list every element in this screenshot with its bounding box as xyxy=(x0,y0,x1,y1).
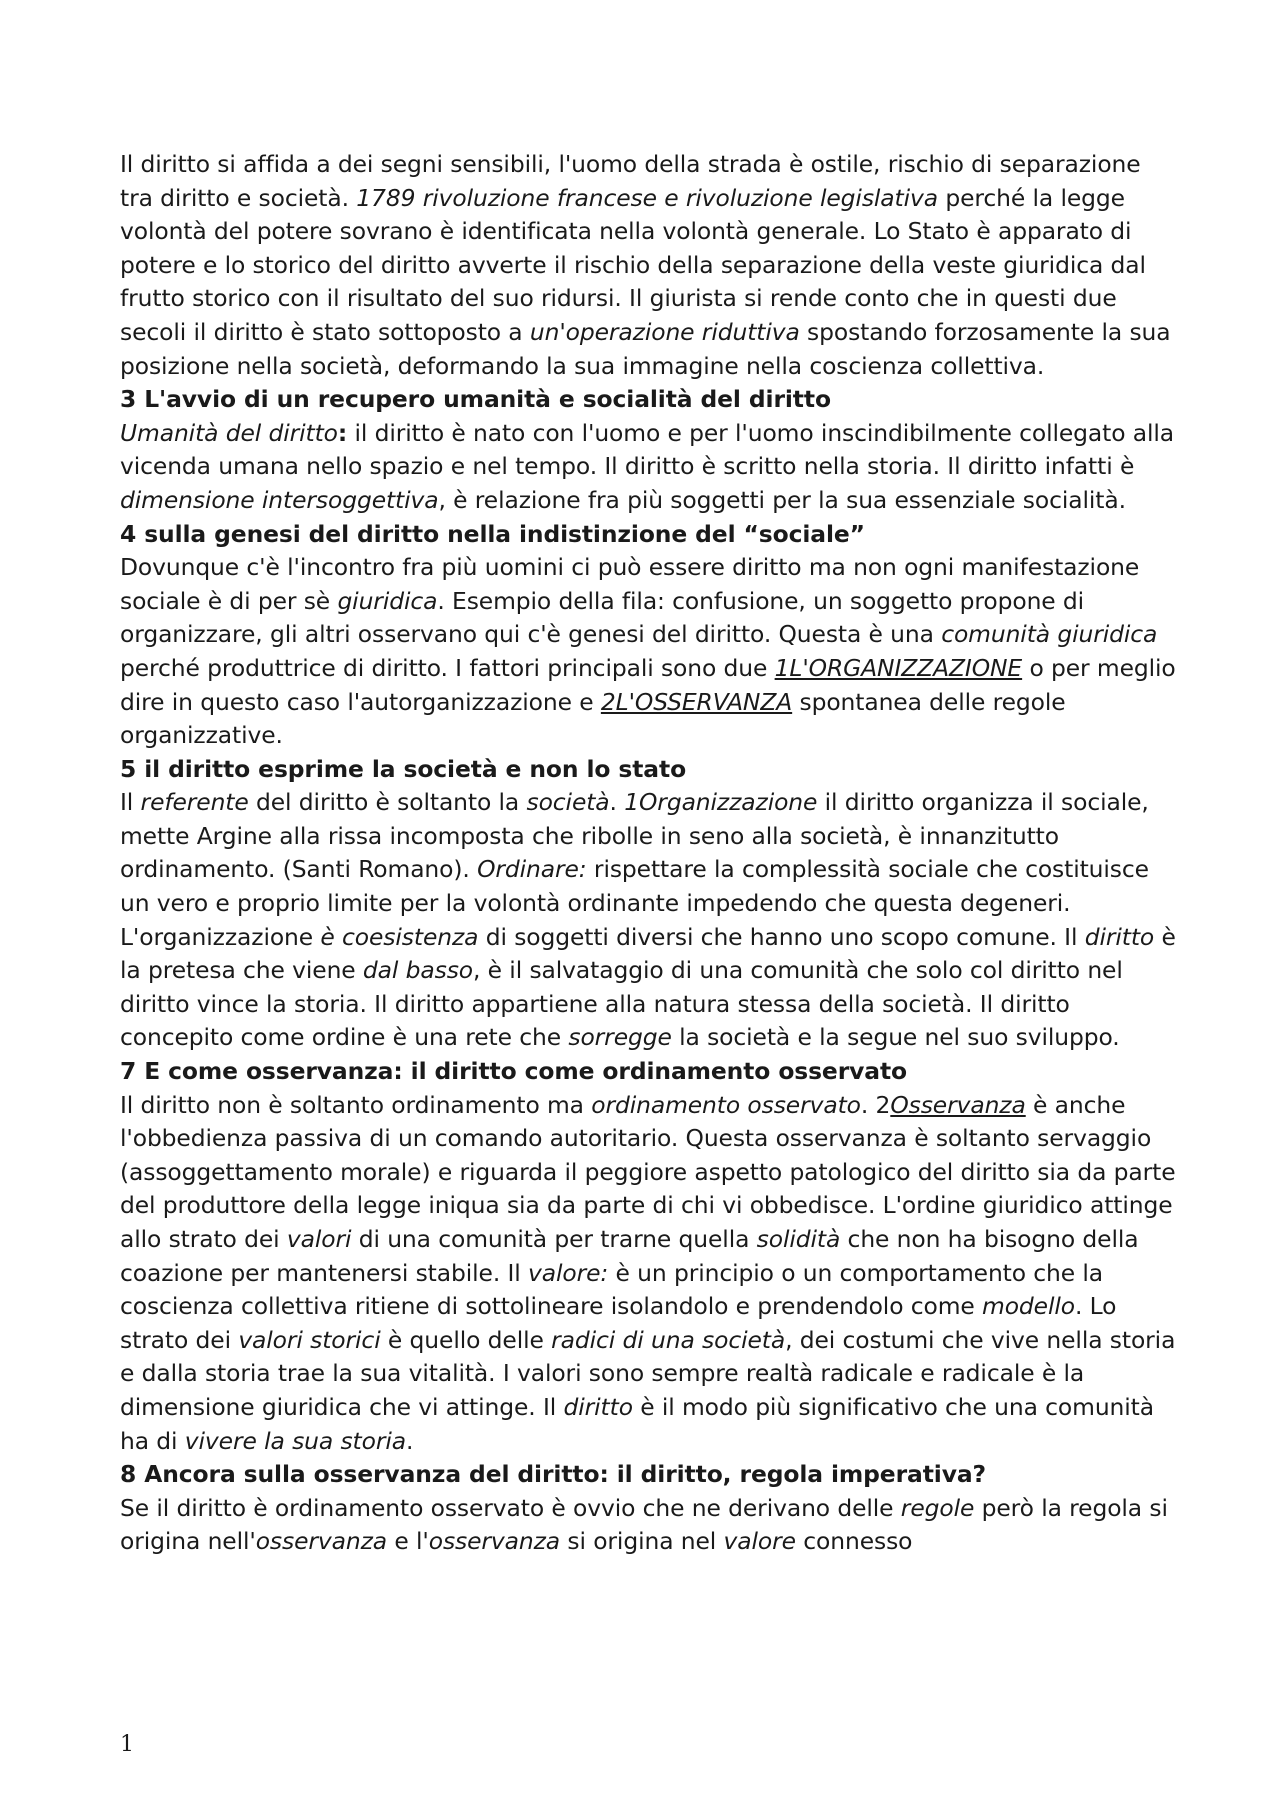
italic-text: osservanza xyxy=(428,1527,561,1556)
italic-text: Ordinare: xyxy=(477,855,587,884)
text-run: però la regola si origina nell' xyxy=(120,1493,1168,1556)
text-run: . Esempio della fila: confusione, un soggetto propone di organizzare, gli altri osservano qui c'è genesi del diritto. Questa è una xyxy=(120,586,1085,649)
italic-text: modello xyxy=(982,1292,1075,1321)
italic-text: ordinamento osservato xyxy=(591,1090,861,1119)
text-run: Il diritto si affida a dei segni sensibili, l'uomo della strada è ostile, rischio di separazione tra diritto e società. xyxy=(120,150,1141,212)
text-run: è il modo più significativo che una comunità ha di xyxy=(120,1392,1154,1455)
italic-text: è coesistenza xyxy=(320,922,479,951)
text-run: di una comunità per trarne quella xyxy=(351,1225,757,1253)
italic-text: 1789 rivoluzione francese e rivoluzione legislativa xyxy=(356,183,938,212)
italic-text: valore xyxy=(723,1527,796,1556)
text-run: , è il salvataggio di una comunità che solo col diritto nel diritto vince la storia. Il diritto appartiene alla natura stessa della società. Il diritto concepito come ordine è una rete che xyxy=(120,956,1123,1052)
italic-text: diritto xyxy=(1084,922,1155,951)
text-run: si origina nel xyxy=(560,1527,724,1556)
text-run: . 2 xyxy=(860,1090,891,1119)
text-run: è quello delle xyxy=(380,1325,552,1354)
bold-text: : xyxy=(337,418,348,447)
italic-text: dimensione intersoggettiva xyxy=(120,485,439,514)
italic-text: radici di una società xyxy=(551,1325,786,1354)
paragraph-section-4 xyxy=(120,551,1180,753)
italic-text: giuridica xyxy=(337,586,438,615)
italic-text: valore: xyxy=(528,1258,609,1287)
italic-text: un'operazione riduttiva xyxy=(529,317,800,346)
text-run: . xyxy=(405,1426,414,1455)
text-run: spostando forzosamente la sua posizione nella società, deformando la sua immagine nella coscienza collettiva. xyxy=(120,317,1171,380)
italic-text: solidità xyxy=(756,1225,841,1253)
text-run: il diritto è nato con l'uomo e per l'uomo inscindibilmente collegato alla vicenda umana nello spazio e nel tempo. Il diritto è scritto nella storia. Il diritto infatti è xyxy=(120,418,1175,481)
italic-text: sorregge xyxy=(568,1023,672,1052)
italic-text: osservanza xyxy=(255,1527,388,1556)
document-body xyxy=(120,148,1180,1559)
text-run: Il diritto non è soltanto ordinamento ma xyxy=(120,1090,592,1119)
underlined-italic-text: Osservanza xyxy=(890,1090,1026,1119)
italic-text: referente xyxy=(140,788,249,817)
section-heading-8: 8 Ancora sulla osservanza del diritto: il diritto, regola imperativa? xyxy=(120,1460,986,1489)
text-run: , dei costumi che vive nella storia e dalla storia trae la sua vitalità. I valori sono sempre realtà radicale e radicale è la dimensione giuridica che vi attinge. Il xyxy=(120,1325,1176,1421)
section-heading-7: 7 E come osservanza: il diritto come ordinamento osservato xyxy=(120,1057,908,1086)
paragraph-intro xyxy=(120,148,1180,383)
text-run: spontanea delle regole organizzative. xyxy=(120,687,1066,750)
text-run: perché la legge volontà del potere sovrano è identificata nella volontà generale. Lo Stato è apparato di potere e lo storico del diritto avverte il rischio della separazione della veste giuridica dal frutto storico con il risultato del suo ridursi. Il giurista si rende conto che in questi due secoli il diritto è stato sottoposto a xyxy=(120,183,1146,346)
italic-text: comunità giuridica xyxy=(941,620,1158,649)
text-run: Se il diritto è ordinamento osservato è ovvio che ne derivano delle xyxy=(120,1493,901,1522)
text-run: . xyxy=(609,788,625,817)
text-run: il diritto organizza il sociale, mette Argine alla rissa incomposta che ribolle in seno alla società, è innanzitutto ordinamento. (Santi Romano). xyxy=(120,788,1149,884)
italic-text: regole xyxy=(900,1493,975,1522)
italic-text: vivere la sua storia xyxy=(184,1426,406,1455)
text-run: Dovunque c'è l'incontro fra più uomini ci può essere diritto ma non ogni manifestazione sociale è di per sè xyxy=(120,553,1140,615)
text-run: , è relazione fra più soggetti per la sua essenziale socialità. xyxy=(438,485,1126,514)
text-run: è la pretesa che viene xyxy=(120,922,1176,985)
italic-text: Umanità del diritto xyxy=(120,418,338,447)
text-run: Il xyxy=(120,788,141,817)
paragraph-section-7 xyxy=(120,1089,1180,1459)
page-number: 1 xyxy=(120,1732,134,1757)
paragraph-section-8 xyxy=(120,1492,1180,1559)
underlined-italic-text: 1L'ORGANIZZAZIONE xyxy=(774,653,1023,682)
text-run: o per meglio dire in questo caso l'autorganizzazione e xyxy=(120,653,1176,716)
section-heading-3: 3 L'avvio di un recupero umanità e socialità del diritto xyxy=(120,385,831,414)
text-run: di soggetti diversi che hanno uno scopo comune. Il xyxy=(478,922,1085,951)
section-heading-5: 5 il diritto esprime la società e non lo stato xyxy=(120,754,687,783)
text-run: del diritto è soltanto la xyxy=(248,788,527,817)
italic-text: valori storici xyxy=(238,1325,381,1354)
text-run: è un principio o un comportamento che la coscienza collettiva ritiene di sottolineare isolandolo e prendendolo come xyxy=(120,1258,1104,1321)
text-run: la società e la segue nel suo sviluppo. xyxy=(671,1023,1120,1052)
section-heading-4: 4 sulla genesi del diritto nella indistinzione del “sociale” xyxy=(120,519,865,548)
text-run: e l' xyxy=(387,1527,429,1556)
italic-text: valori xyxy=(286,1225,352,1253)
text-run: che non ha bisogno della coazione per mantenersi stabile. Il xyxy=(120,1225,1139,1287)
text-run: connesso xyxy=(795,1527,913,1556)
paragraph-section-3 xyxy=(120,417,1180,518)
italic-text: società xyxy=(526,788,610,817)
underlined-italic-text: 2L'OSSERVANZA xyxy=(600,687,793,716)
text-run: . Lo strato dei xyxy=(120,1292,1117,1354)
italic-text: 1Organizzazione xyxy=(624,788,818,817)
italic-text: diritto xyxy=(563,1392,633,1421)
italic-text: dal basso xyxy=(362,956,474,985)
paragraph-section-5 xyxy=(120,786,1180,1055)
text-run: è anche l'obbedienza passiva di un comando autoritario. Questa osservanza è soltanto servaggio (assoggettamento morale) e riguarda il peggiore aspetto patologico del diritto sia da parte del produttore della legge iniqua sia da parte di chi vi obbedisce. L'ordine giuridico attinge allo strato dei xyxy=(120,1090,1176,1253)
text-run: perché produttrice di diritto. I fattori principali sono due xyxy=(120,653,775,682)
text-run: rispettare la complessità sociale che costituisce un vero e proprio limite per la volontà ordinante impedendo che questa degeneri. L'organizzazione xyxy=(120,855,1149,951)
